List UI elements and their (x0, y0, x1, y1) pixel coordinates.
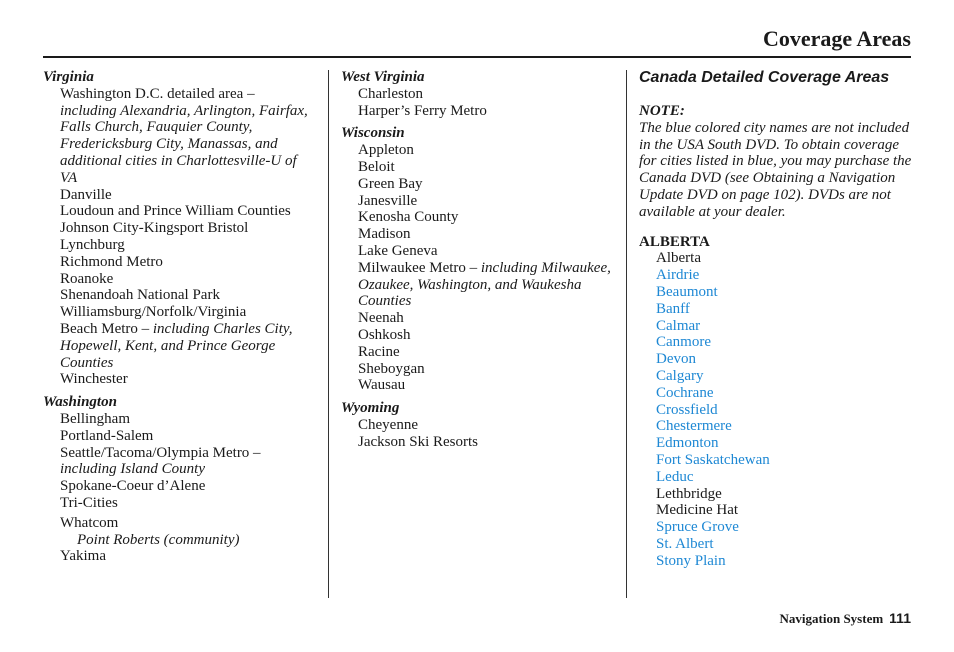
city-item: St. Albert (656, 535, 714, 552)
note-heading: NOTE: (639, 103, 685, 119)
list-item: Winchester (60, 371, 128, 388)
list-item: Madison (358, 226, 411, 243)
list-item: Yakima (60, 548, 106, 565)
city-item: Spruce Grove (656, 519, 739, 536)
list-item: Bellingham (60, 410, 130, 427)
city-item: Calgary (656, 367, 704, 384)
list-item (60, 445, 313, 479)
column-2 (341, 69, 611, 457)
city-item: Alberta (656, 250, 701, 267)
city-item: Medicine Hat (656, 502, 739, 519)
list-item: Jackson Ski Resorts (358, 433, 478, 450)
beach-lead: Beach Metro – (60, 320, 153, 337)
city-item: Banff (656, 300, 690, 317)
list-item: Williamsburg/Norfolk/Virginia (60, 304, 247, 321)
list-item: Lake Geneva (358, 242, 438, 259)
list-item: Portland-Salem (60, 427, 154, 444)
city-item: Airdrie (656, 267, 700, 284)
list-item (60, 321, 313, 371)
column-3 (639, 69, 914, 570)
milwaukee-lead: Milwaukee Metro – (358, 259, 481, 276)
header-rule (43, 56, 911, 58)
footer-label: Navigation System (779, 611, 884, 626)
list-item: Wausau (358, 377, 406, 394)
list-item: Harper’s Ferry Metro (358, 102, 487, 119)
page-title: Coverage Areas (762, 26, 911, 51)
note-text: The blue colored city names are not included in the USA South DVD. To obtain coverage for cities listed in blue, you may purchase the Canada DVD (see Obtaining a Navigation Update DVD on page 102). DVDs are not available at your dealer. (639, 119, 912, 220)
west-virginia-list (358, 86, 611, 120)
page-number: 111 (889, 610, 911, 626)
city-item: Crossfield (656, 401, 718, 418)
beach-detail: including Charles City, Hopewell, Kent, and Prince George Counties (60, 320, 293, 371)
list-item (60, 86, 313, 187)
wisconsin-list (358, 142, 611, 394)
list-item (358, 260, 611, 310)
page-footer (780, 610, 911, 627)
list-item: Richmond Metro (60, 253, 163, 270)
column-divider-2 (626, 70, 627, 598)
list-item: Racine (358, 343, 400, 360)
city-item: Stony Plain (656, 552, 726, 569)
column-divider-1 (328, 70, 329, 598)
list-item: Spokane-Coeur d’Alene (60, 478, 206, 495)
list-item: Danville (60, 186, 112, 203)
state-heading-wisconsin: Wisconsin (341, 125, 405, 142)
list-item-sub (77, 532, 313, 549)
list-item: Green Bay (358, 175, 423, 192)
city-item: Lethbridge (656, 485, 722, 502)
list-item: Whatcom (60, 514, 119, 531)
dc-lead: Washington D.C. detailed area – (60, 85, 255, 102)
city-item: Leduc (656, 468, 694, 485)
dc-detail: including Alexandria, Arlington, Fairfax, Falls Church, Fauquier County, Fredericksburg City, Manassas, and additional cities in Charlottesville-U of VA (60, 102, 308, 186)
list-item: Oshkosh (358, 326, 411, 343)
province-heading: ALBERTA (639, 233, 710, 250)
list-item: Cheyenne (358, 416, 418, 433)
list-item: Appleton (358, 142, 414, 159)
city-list (639, 250, 914, 569)
city-item: Edmonton (656, 435, 719, 452)
city-item: Fort Saskatchewan (656, 451, 770, 468)
city-item: Beaumont (656, 283, 718, 300)
list-item: Lynchburg (60, 236, 125, 253)
seattle-lead: Seattle/Tacoma/Olympia Metro – (60, 444, 261, 461)
list-item: Tri-Cities (60, 494, 118, 511)
city-item: Calmar (656, 317, 701, 334)
list-item: Roanoke (60, 270, 114, 287)
seattle-detail: including Island County (60, 461, 205, 478)
section-title: Canada Detailed Coverage Areas (639, 69, 890, 86)
milwaukee-detail: including Milwaukee, Ozaukee, Washington, and Waukesha Counties (358, 259, 611, 310)
washington-list (60, 411, 313, 565)
list-item: Janesville (358, 192, 418, 209)
list-item: Kenosha County (358, 209, 459, 226)
list-item: Charleston (358, 85, 423, 102)
state-heading-west-virginia: West Virginia (341, 69, 425, 85)
list-item: Loudoun and Prince William Counties (60, 203, 291, 220)
column-1 (43, 69, 313, 571)
city-item: Cochrane (656, 384, 714, 401)
wyoming-list (358, 417, 611, 451)
state-heading-washington: Washington (43, 394, 117, 411)
list-item: Shenandoah National Park (60, 287, 220, 304)
list-item: Beloit (358, 158, 395, 175)
state-heading-wyoming: Wyoming (341, 400, 400, 417)
city-item: Devon (656, 351, 696, 368)
list-item: Johnson City-Kingsport Bristol (60, 220, 249, 237)
whatcom-sub: Point Roberts (community) (77, 531, 240, 548)
city-item: Chestermere (656, 418, 732, 435)
state-heading-virginia: Virginia (43, 69, 94, 85)
virginia-list (60, 86, 313, 388)
list-item: Sheboygan (358, 360, 425, 377)
city-item: Canmore (656, 334, 711, 351)
list-item: Neenah (358, 310, 404, 327)
